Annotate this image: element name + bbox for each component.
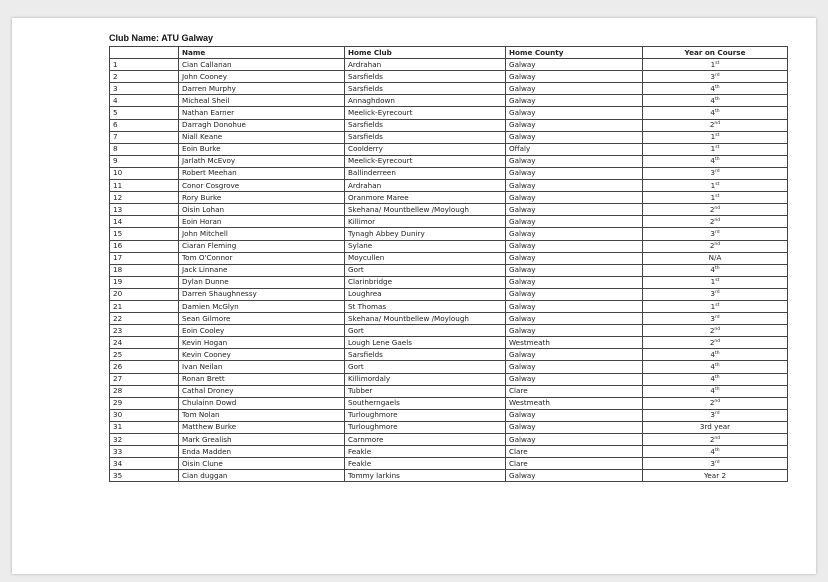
year-ordinal-suffix: nd [714, 121, 721, 127]
year-value: 4 [710, 265, 715, 275]
table-row [110, 300, 788, 312]
year-value: 1 [710, 59, 716, 69]
year-value: 1 [710, 132, 716, 142]
row-number: 15 [110, 228, 179, 240]
year-value: 4 [710, 446, 715, 456]
table-row [110, 83, 788, 95]
home-club: Turloughmore [345, 409, 506, 421]
year-value: 4 [710, 156, 715, 166]
player-name: Cian Callanan [179, 59, 345, 71]
year-value: 3 [710, 71, 715, 81]
home-county: Galway [506, 155, 643, 167]
table-row [110, 458, 788, 470]
table-row [110, 276, 788, 288]
year-ordinal-suffix: st [715, 193, 720, 199]
table-row [110, 361, 788, 373]
year-value: 4 [710, 108, 715, 118]
header-home-county: Home County [506, 47, 643, 59]
home-county: Galway [506, 409, 643, 421]
year-ordinal-suffix: nd [714, 399, 721, 405]
home-county: Galway [506, 107, 643, 119]
year-on-course [643, 83, 788, 95]
year-ordinal-suffix: nd [714, 435, 721, 441]
home-club: Killimordaly [345, 373, 506, 385]
year-ordinal-suffix: th [714, 109, 720, 115]
home-county: Galway [506, 288, 643, 300]
home-county: Galway [506, 119, 643, 131]
year-value: 4 [710, 386, 715, 396]
table-row [110, 228, 788, 240]
player-name: John Cooney [179, 71, 345, 83]
home-county: Galway [506, 434, 643, 446]
home-county: Westmeath [506, 337, 643, 349]
home-club: Skehana/ Mountbellew /Moylough [345, 313, 506, 325]
player-name: Conor Cosgrove [179, 180, 345, 192]
year-ordinal-suffix: st [715, 60, 720, 66]
home-county: Galway [506, 131, 643, 143]
year-ordinal-suffix: th [714, 350, 720, 356]
year-ordinal-suffix: nd [714, 338, 721, 344]
year-on-course [643, 434, 788, 446]
year-value: 3 [710, 458, 715, 468]
year-on-course [643, 288, 788, 300]
row-number: 10 [110, 167, 179, 179]
row-number: 25 [110, 349, 179, 361]
row-number: 23 [110, 325, 179, 337]
player-name: Jarlath McEvoy [179, 155, 345, 167]
year-ordinal-suffix: th [714, 266, 720, 272]
row-number: 28 [110, 385, 179, 397]
player-name: Tom O'Connor [179, 252, 345, 264]
home-club: Meelick-Eyrecourt [345, 155, 506, 167]
table-row [110, 337, 788, 349]
home-county: Galway [506, 313, 643, 325]
year-ordinal-suffix: st [715, 302, 720, 308]
home-club: Gort [345, 264, 506, 276]
year-ordinal-suffix: nd [714, 205, 721, 211]
roster-table [109, 46, 788, 482]
year-ordinal-suffix: rd [714, 459, 720, 465]
home-club: Moycullen [345, 252, 506, 264]
home-club: Coolderry [345, 143, 506, 155]
player-name: Eoin Cooley [179, 325, 345, 337]
table-row [110, 180, 788, 192]
table-row [110, 409, 788, 421]
table-row [110, 167, 788, 179]
year-on-course [643, 373, 788, 385]
player-name: Robert Meehan [179, 167, 345, 179]
year-value: 4 [710, 349, 715, 359]
header-name: Name [179, 47, 345, 59]
year-on-course [643, 409, 788, 421]
row-number: 5 [110, 107, 179, 119]
row-number: 11 [110, 180, 179, 192]
row-number: 26 [110, 361, 179, 373]
year-value: 2 [709, 325, 715, 335]
row-number: 7 [110, 131, 179, 143]
home-county: Galway [506, 71, 643, 83]
player-name: Rory Burke [179, 192, 345, 204]
home-club: Tubber [345, 385, 506, 397]
table-row [110, 373, 788, 385]
row-number: 35 [110, 470, 179, 482]
home-county: Galway [506, 216, 643, 228]
row-number: 13 [110, 204, 179, 216]
year-on-course [643, 59, 788, 71]
table-row [110, 313, 788, 325]
year-ordinal-suffix: th [714, 157, 720, 163]
table-row [110, 349, 788, 361]
year-ordinal-suffix: st [715, 145, 720, 151]
player-name: Matthew Burke [179, 421, 345, 433]
club-name-value: ATU Galway [161, 33, 214, 43]
home-club: Ballinderreen [345, 167, 506, 179]
home-club: Gort [345, 325, 506, 337]
home-county: Clare [506, 446, 643, 458]
year-on-course [643, 155, 788, 167]
table-row [110, 107, 788, 119]
row-number: 8 [110, 143, 179, 155]
home-county: Galway [506, 373, 643, 385]
player-name: Oisin Clune [179, 458, 345, 470]
year-value: 1 [710, 144, 716, 154]
year-value: Year 2 [703, 470, 727, 480]
year-ordinal-suffix: th [714, 362, 720, 368]
table-row [110, 155, 788, 167]
player-name: Eoin Burke [179, 143, 345, 155]
home-club: Tommy larkins [345, 470, 506, 482]
table-row [110, 95, 788, 107]
row-number: 29 [110, 397, 179, 409]
player-name: John Mitchell [179, 228, 345, 240]
home-county: Galway [506, 470, 643, 482]
home-club: Tynagh Abbey Duniry [345, 228, 506, 240]
table-row [110, 143, 788, 155]
home-club: Feakle [345, 446, 506, 458]
year-on-course [643, 470, 788, 482]
home-county: Galway [506, 167, 643, 179]
table-row [110, 288, 788, 300]
year-value: 2 [709, 216, 715, 226]
row-number: 17 [110, 252, 179, 264]
year-ordinal-suffix: th [714, 387, 720, 393]
row-number: 18 [110, 264, 179, 276]
row-number: 6 [110, 119, 179, 131]
home-club: Sarsfields [345, 131, 506, 143]
table-row [110, 421, 788, 433]
row-number: 32 [110, 434, 179, 446]
home-club: Ardrahan [345, 59, 506, 71]
home-county: Galway [506, 204, 643, 216]
year-on-course [643, 216, 788, 228]
year-on-course [643, 385, 788, 397]
year-value: 3rd year [699, 422, 731, 432]
home-club: Carnmore [345, 434, 506, 446]
year-on-course [643, 180, 788, 192]
player-name: Enda Madden [179, 446, 345, 458]
home-club: Skehana/ Mountbellew /Moylough [345, 204, 506, 216]
home-county: Galway [506, 361, 643, 373]
year-value: 3 [710, 168, 715, 178]
year-value: 2 [709, 337, 715, 347]
row-number: 12 [110, 192, 179, 204]
header-number [110, 47, 179, 59]
row-number: 16 [110, 240, 179, 252]
year-ordinal-suffix: nd [714, 326, 721, 332]
header-year-on-course: Year on Course [643, 47, 788, 59]
player-name: Darragh Donohue [179, 119, 345, 131]
home-club: Sarsfields [345, 83, 506, 95]
home-club: Oranmore Maree [345, 192, 506, 204]
year-value: 3 [710, 289, 715, 299]
year-on-course [643, 458, 788, 470]
home-county: Galway [506, 252, 643, 264]
row-number: 9 [110, 155, 179, 167]
row-number: 34 [110, 458, 179, 470]
home-club: Sarsfields [345, 71, 506, 83]
year-on-course [643, 143, 788, 155]
home-club: Annaghdown [345, 95, 506, 107]
row-number: 21 [110, 300, 179, 312]
table-row [110, 325, 788, 337]
year-value: 1 [710, 301, 716, 311]
table-row [110, 204, 788, 216]
year-on-course [643, 421, 788, 433]
player-name: Niall Keane [179, 131, 345, 143]
player-name: Mark Grealish [179, 434, 345, 446]
year-on-course [643, 361, 788, 373]
year-ordinal-suffix: rd [714, 72, 720, 78]
table-row [110, 434, 788, 446]
year-on-course [643, 276, 788, 288]
year-value: 1 [710, 192, 716, 202]
home-club: Turloughmore [345, 421, 506, 433]
year-on-course [643, 349, 788, 361]
player-name: Jack Linnane [179, 264, 345, 276]
year-on-course [643, 264, 788, 276]
year-on-course [643, 252, 788, 264]
row-number: 1 [110, 59, 179, 71]
year-on-course [643, 300, 788, 312]
table-row [110, 192, 788, 204]
player-name: Eoin Horan [179, 216, 345, 228]
table-row [110, 216, 788, 228]
year-value: 3 [710, 410, 715, 420]
player-name: Oisin Lohan [179, 204, 345, 216]
row-number: 24 [110, 337, 179, 349]
player-name: Sean Gilmore [179, 313, 345, 325]
roster-body [110, 59, 788, 482]
home-club: Meelick-Eyrecourt [345, 107, 506, 119]
home-county: Galway [506, 349, 643, 361]
year-value: 2 [709, 434, 715, 444]
year-on-course [643, 325, 788, 337]
year-value: N/A [708, 253, 722, 263]
year-ordinal-suffix: rd [714, 411, 720, 417]
year-on-course [643, 131, 788, 143]
year-value: 1 [710, 277, 716, 287]
year-value: 3 [710, 228, 715, 238]
home-county: Galway [506, 264, 643, 276]
row-number: 30 [110, 409, 179, 421]
year-ordinal-suffix: nd [714, 217, 721, 223]
home-county: Galway [506, 228, 643, 240]
year-value: 4 [710, 95, 715, 105]
year-value: 1 [710, 180, 716, 190]
year-value: 4 [710, 83, 715, 93]
player-name: Cian duggan [179, 470, 345, 482]
row-number: 2 [110, 71, 179, 83]
row-number: 31 [110, 421, 179, 433]
club-name-heading [109, 33, 213, 43]
year-on-course [643, 337, 788, 349]
player-name: Chulainn Dowd [179, 397, 345, 409]
year-ordinal-suffix: th [714, 375, 720, 381]
table-row [110, 71, 788, 83]
home-club: Killimor [345, 216, 506, 228]
row-number: 20 [110, 288, 179, 300]
home-club: Feakle [345, 458, 506, 470]
year-value: 2 [709, 204, 715, 214]
year-value: 3 [710, 313, 715, 323]
year-on-course [643, 397, 788, 409]
home-club: Southerngaels [345, 397, 506, 409]
year-ordinal-suffix: nd [714, 242, 721, 248]
player-name: Ronan Brett [179, 373, 345, 385]
player-name: Nathan Earner [179, 107, 345, 119]
header-home-club: Home Club [345, 47, 506, 59]
table-row [110, 470, 788, 482]
home-county: Galway [506, 276, 643, 288]
player-name: Ciaran Fleming [179, 240, 345, 252]
year-value: 4 [710, 374, 715, 384]
player-name: Ivan Neilan [179, 361, 345, 373]
row-number: 22 [110, 313, 179, 325]
player-name: Kevin Cooney [179, 349, 345, 361]
home-club: Clarinbridge [345, 276, 506, 288]
player-name: Micheal Sheil [179, 95, 345, 107]
year-value: 2 [709, 241, 715, 251]
player-name: Darren Shaughnessy [179, 288, 345, 300]
table-row [110, 446, 788, 458]
player-name: Cathal Droney [179, 385, 345, 397]
year-on-course [643, 446, 788, 458]
table-row [110, 131, 788, 143]
year-ordinal-suffix: st [715, 181, 720, 187]
club-name-label: Club Name: [109, 33, 160, 43]
year-ordinal-suffix: th [714, 96, 720, 102]
table-row [110, 252, 788, 264]
year-value: 4 [710, 361, 715, 371]
row-number: 3 [110, 83, 179, 95]
table-row [110, 240, 788, 252]
home-club: St Thomas [345, 300, 506, 312]
player-name: Kevin Hogan [179, 337, 345, 349]
year-ordinal-suffix: th [714, 447, 720, 453]
year-on-course [643, 167, 788, 179]
row-number: 19 [110, 276, 179, 288]
home-county: Galway [506, 180, 643, 192]
year-value: 2 [709, 398, 715, 408]
year-ordinal-suffix: th [714, 84, 720, 90]
home-club: Ardrahan [345, 180, 506, 192]
year-on-course [643, 119, 788, 131]
home-county: Westmeath [506, 397, 643, 409]
home-county: Galway [506, 421, 643, 433]
home-club: Sylane [345, 240, 506, 252]
year-ordinal-suffix: st [715, 278, 720, 284]
player-name: Tom Nolan [179, 409, 345, 421]
home-club: Sarsfields [345, 119, 506, 131]
home-county: Clare [506, 385, 643, 397]
table-row [110, 119, 788, 131]
year-on-course [643, 192, 788, 204]
year-ordinal-suffix: rd [714, 314, 720, 320]
home-club: Sarsfields [345, 349, 506, 361]
year-on-course [643, 204, 788, 216]
year-on-course [643, 71, 788, 83]
home-county: Offaly [506, 143, 643, 155]
home-county: Galway [506, 59, 643, 71]
home-county: Galway [506, 192, 643, 204]
table-row [110, 397, 788, 409]
home-club: Loughrea [345, 288, 506, 300]
home-county: Clare [506, 458, 643, 470]
player-name: Dylan Dunne [179, 276, 345, 288]
year-on-course [643, 240, 788, 252]
year-on-course [643, 228, 788, 240]
player-name: Darren Murphy [179, 83, 345, 95]
row-number: 4 [110, 95, 179, 107]
home-club: Lough Lene Gaels [345, 337, 506, 349]
year-ordinal-suffix: rd [714, 229, 720, 235]
row-number: 27 [110, 373, 179, 385]
home-county: Galway [506, 240, 643, 252]
table-row [110, 385, 788, 397]
year-ordinal-suffix: rd [714, 290, 720, 296]
home-county: Galway [506, 300, 643, 312]
table-header-row [110, 47, 788, 59]
home-county: Galway [506, 83, 643, 95]
home-county: Galway [506, 95, 643, 107]
table-row [110, 59, 788, 71]
year-on-course [643, 95, 788, 107]
year-ordinal-suffix: st [715, 133, 720, 139]
home-county: Galway [506, 325, 643, 337]
year-ordinal-suffix: rd [714, 169, 720, 175]
year-on-course [643, 107, 788, 119]
table-row [110, 264, 788, 276]
year-value: 2 [709, 120, 715, 130]
row-number: 33 [110, 446, 179, 458]
year-on-course [643, 313, 788, 325]
home-club: Gort [345, 361, 506, 373]
player-name: Damien McGlyn [179, 300, 345, 312]
row-number: 14 [110, 216, 179, 228]
